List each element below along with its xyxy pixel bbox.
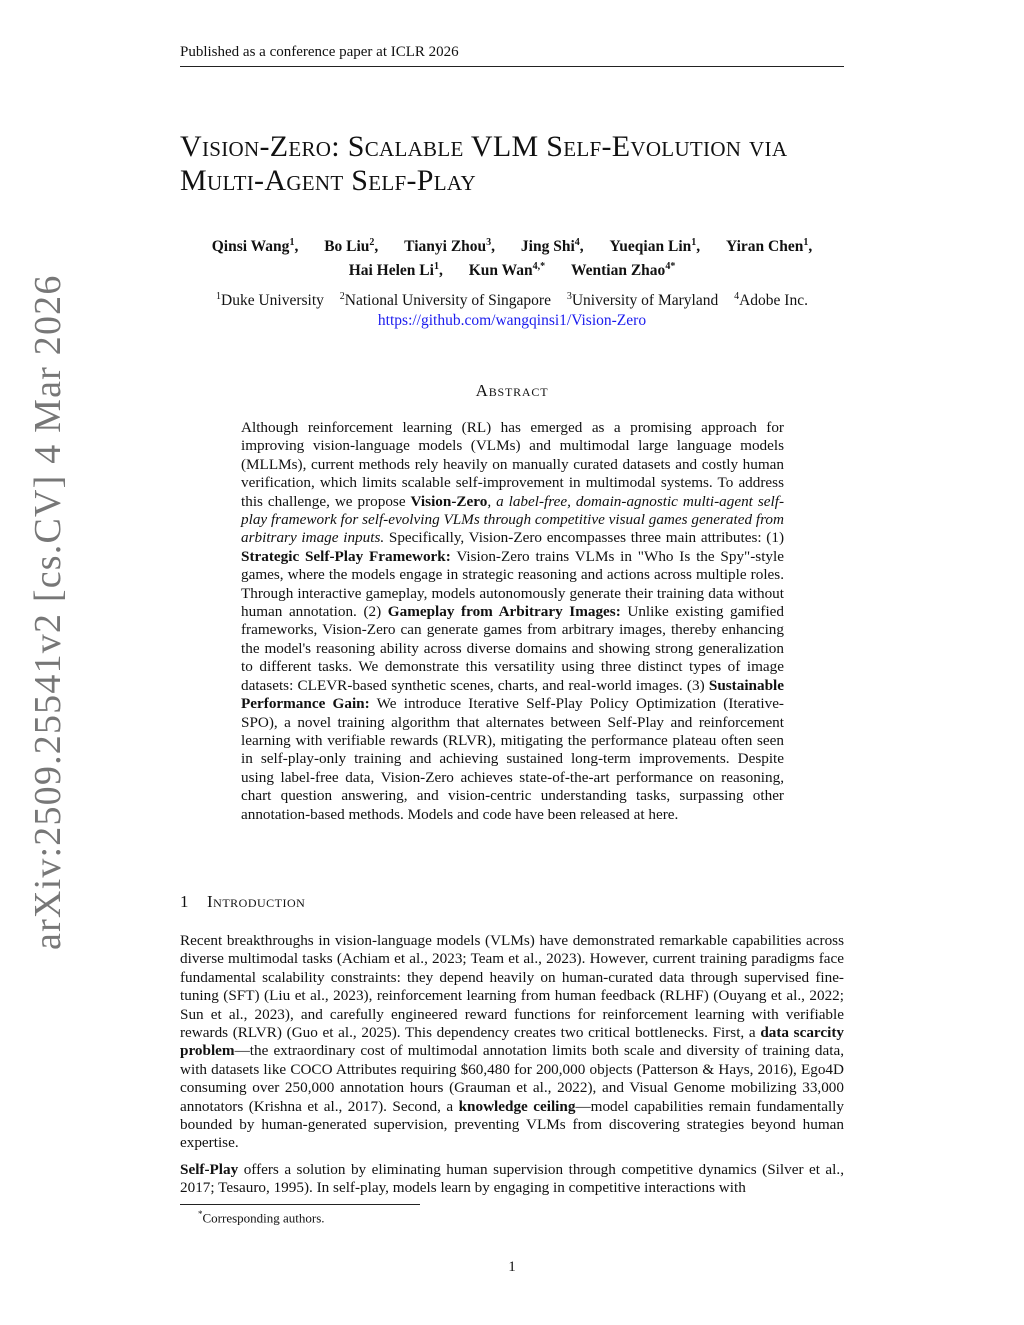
page-number: 1 (508, 1259, 516, 1275)
affiliation: $^2$National University of Singapore (339, 291, 551, 310)
section-heading-introduction: 1 Introduction (180, 892, 306, 911)
affiliations (180, 287, 844, 331)
footnote-rule (180, 1204, 420, 1205)
emph-bold: Gameplay from Arbitrary Images: (387, 603, 621, 621)
emph-bold: Strategic Self-Play Framework: (241, 547, 451, 565)
emph-bold: Sustainable Performance Gain: (241, 676, 784, 713)
author: Yiran Chen$^1$, (726, 237, 813, 256)
emph-bold: Vision-Zero (410, 492, 488, 510)
paragraph: Recent breakthroughs in vision-language models (VLMs) have demonstrated remarkable capabilities across diverse multimodal tasks (Achiam et al., 2023; Team et al., 2023). However, current training paradigms face fundamental scalability constraints: they depend heavily on human-curated data through supervised fine-tuning (SFT) (Liu et al., 2023), reinforcement learning from human feedback (RLHF) (Ouyang et al., 2022; Sun et al., 2023), and carefully engineered reward functions for reinforcement learning with verifiable rewards (RLVR) (Guo et al., 2025). This dependency creates two critical bottlenecks. First, a data scarcity problem—the extraordinary cost of multimodal annotation limits both scale and diversity of training data, with datasets like COCO Attributes requiring $60,480 for 200,000 objects (Patterson & Hays, 2016), Ego4D consuming over 250,000 annotation hours (Grauman et al., 2022), and Visual Genome mobilizing 33,000 annotators (Krishna et al., 2017). Second, a knowledge ceiling—model capabilities remain fundamentally bounded by human-generated supervision, preventing VLMs from discovering strategies beyond human expertise. (180, 932, 844, 1152)
author-list (180, 233, 844, 281)
author: Jing Shi$^4$, (520, 237, 584, 256)
running-header: Published as a conference paper at ICLR 2026 (180, 44, 459, 60)
author: Qinsi Wang$^1$, (211, 237, 299, 256)
introduction-body (180, 932, 844, 1206)
emph-italic: , a label-free, domain-agnostic multi-agent self-play framework for self-evolving VLMs through competitive visual games generated from arbitrary image inputs. (241, 492, 784, 547)
author: Wentian Zhao$^{4*}$ (570, 261, 676, 280)
author: Tianyi Zhou$^3$, (404, 237, 496, 256)
abstract-heading: Abstract (475, 381, 549, 400)
header-rule (180, 66, 844, 67)
affiliation: $^4$Adobe Inc. (734, 291, 808, 310)
github-link[interactable]: https://github.com/wangqinsi1/Vision-Zero (377, 312, 647, 330)
author: Yueqian Lin$^1$, (609, 237, 701, 256)
arxiv-watermark: arXiv:2509.25541v2 [cs.CV] 4 Mar 2026 (27, 274, 69, 950)
paragraph: Self-Play offers a solution by eliminating human supervision through competitive dynamics (Silver et al., 2017; Tesauro, 1995). In self-play, models learn by engaging in competitive interactions with (180, 1160, 844, 1197)
author: Bo Liu$^2$, (324, 237, 379, 256)
author: Hai Helen Li$^1$, (348, 261, 443, 280)
paper-title (180, 130, 860, 198)
affiliation: $^1$Duke University (216, 291, 324, 310)
author: Kun Wan$^{4,*}$ (468, 261, 546, 280)
affiliation: $^3$University of Maryland (566, 291, 719, 310)
title-line-1: Vision-Zero: Scalable VLM Self-Evolution via (180, 130, 788, 163)
footnote: *Corresponding authors. (198, 1209, 325, 1226)
title-line-2: Multi-Agent Self-Play (180, 164, 476, 197)
abstract-body: Although reinforcement learning (RL) has emerged as a promising approach for improving vision-language models (VLMs) and multimodal large language models (MLLMs), current methods rely heavily on manually curated datasets and costly human verification, which limits scalable self-improvement in multimodal systems. To address this challenge, we propose Vision-Zero, a label-free, domain-agnostic multi-agent self-play framework for self-evolving VLMs through competitive visual games generated from arbitrary image inputs. Specifically, Vision-Zero encompasses three main attributes: (1) Strategic Self-Play Framework: Vision-Zero trains VLMs in "Who Is the Spy"-style games, where the models engage in strategic reasoning and actions across multiple roles. Through interactive gameplay, models autonomously generate their training data without human annotation. (2) Gameplay from Arbitrary Images: Unlike existing gamified frameworks, Vision-Zero can generate games from arbitrary images, thereby enhancing the model's reasoning ability across diverse domains and showing strong generalization to different tasks. We demonstrate this versatility using three distinct types of image datasets: CLEVR-based synthetic scenes, charts, and real-world images. (3) Sustainable Performance Gain: We introduce Iterative Self-Play Policy Optimization (Iterative-SPO), a novel training algorithm that alternates between Self-Play and reinforcement learning with verifiable rewards (RLVR), mitigating the performance plateau often seen in self-play-only training and achieving sustained long-term improvements. Despite using label-free data, Vision-Zero achieves state-of-the-art performance on reasoning, chart question answering, and vision-centric understanding tasks, surpassing other annotation-based methods. Models and code have been released at here. (241, 419, 784, 823)
